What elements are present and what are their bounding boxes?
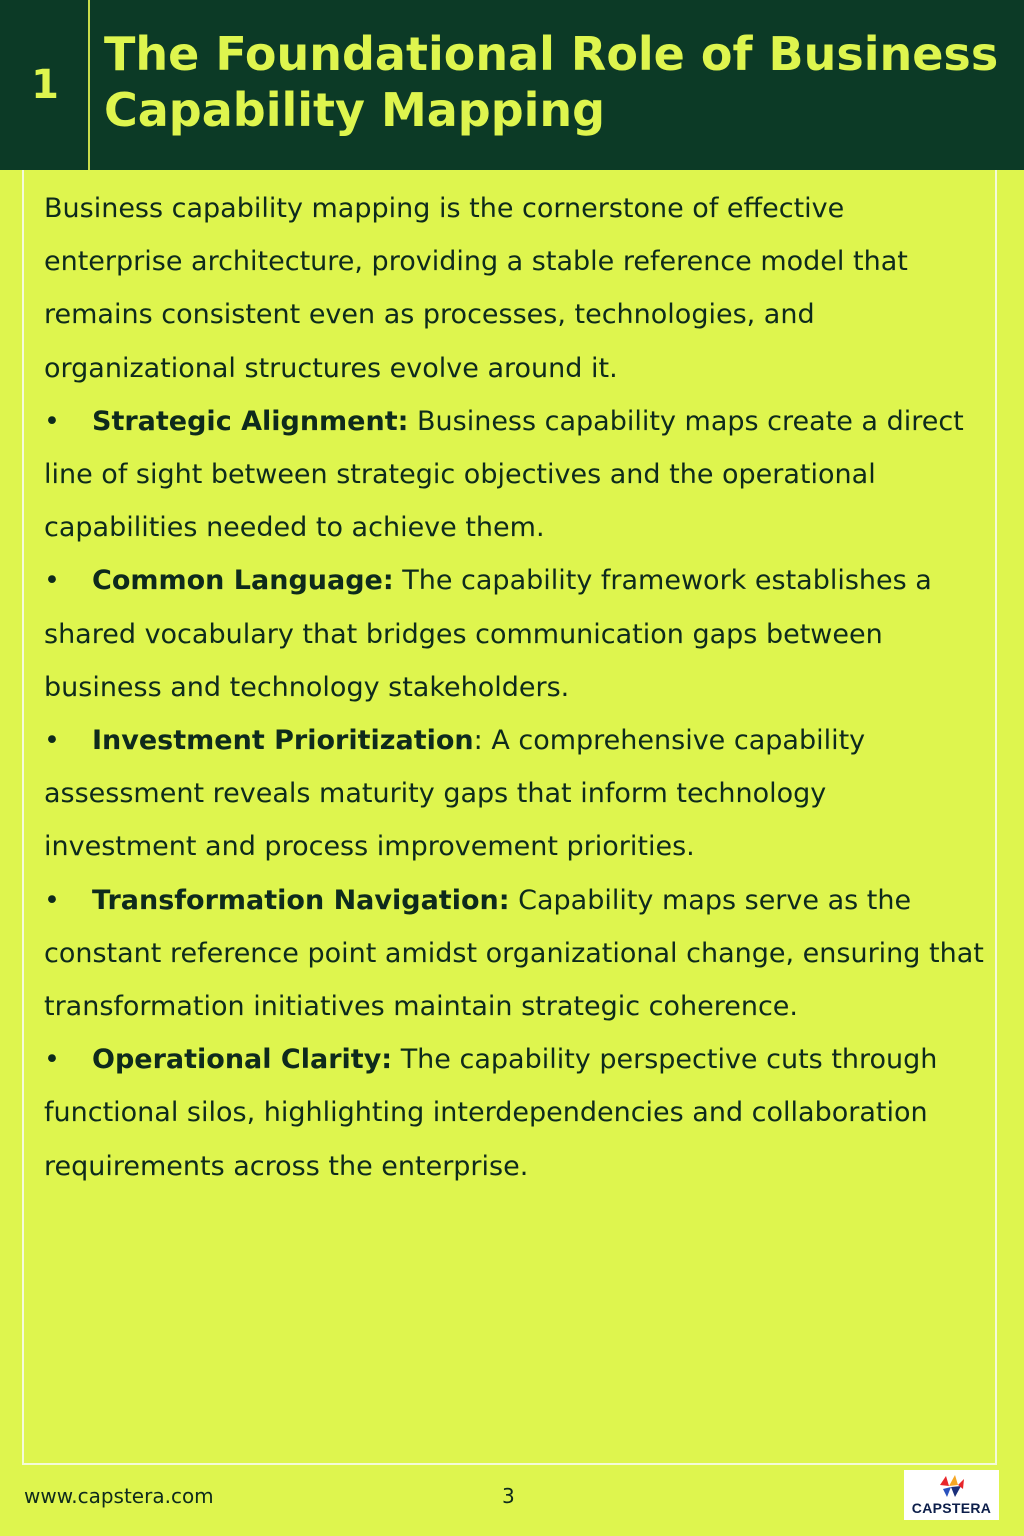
capstera-logo <box>904 1470 999 1520</box>
bullet-icon: • <box>44 1044 60 1076</box>
intro-paragraph: Business capability mapping is the cornerstone of effective enterprise architecture, providing a stable reference model that remains consistent even as processes, technologies, and organizational structures evolve around it. <box>44 193 908 384</box>
bullet-term: Transformation Navigation: <box>92 884 510 916</box>
section-number: 1 <box>31 62 59 108</box>
header-divider <box>88 0 90 170</box>
content-body <box>44 182 984 1193</box>
page-header <box>0 0 1024 170</box>
bullet-icon: • <box>44 405 60 437</box>
bullet-term: Investment Prioritization <box>92 725 474 757</box>
capstera-logo-icon <box>937 1473 967 1499</box>
bullet-text: The capability perspective cuts through functional silos, highlighting interdependencies and collaboration requirements across the enterprise. <box>44 1044 938 1182</box>
bullet-item-investment-prioritization <box>44 714 984 874</box>
bullet-text: : A comprehensive capability assessment reveals maturity gaps that inform technology investment and process improvement priorities. <box>44 725 866 863</box>
bullet-icon: • <box>44 565 60 597</box>
page-number: 3 <box>502 1484 515 1508</box>
bullet-item-operational-clarity <box>44 1033 984 1193</box>
bullet-text: The capability framework establishes a shared vocabulary that bridges communication gaps between business and technology stakeholders. <box>44 565 932 703</box>
logo-text: CAPSTERA <box>911 1500 992 1516</box>
bullet-text: Business capability maps create a direct line of sight between strategic objectives and the operational capabilities needed to achieve them. <box>44 405 964 544</box>
bullet-term: Common Language: <box>92 565 394 597</box>
bullet-icon: • <box>44 884 60 916</box>
bullet-item-transformation-navigation <box>44 874 984 1034</box>
bullet-item-strategic-alignment <box>44 395 984 555</box>
page-title: The Foundational Role of Business Capability Mapping <box>104 27 999 137</box>
bullet-icon: • <box>44 725 60 757</box>
bullet-term: Strategic Alignment: <box>92 405 409 437</box>
bullet-term: Operational Clarity: <box>92 1044 393 1076</box>
bullet-text: Capability maps serve as the constant reference point amidst organizational change, ensuring that transformation initiatives maintain strategic coherence. <box>44 884 984 1023</box>
website-link[interactable]: www.capstera.com <box>24 1484 214 1508</box>
bullet-item-common-language <box>44 554 984 714</box>
